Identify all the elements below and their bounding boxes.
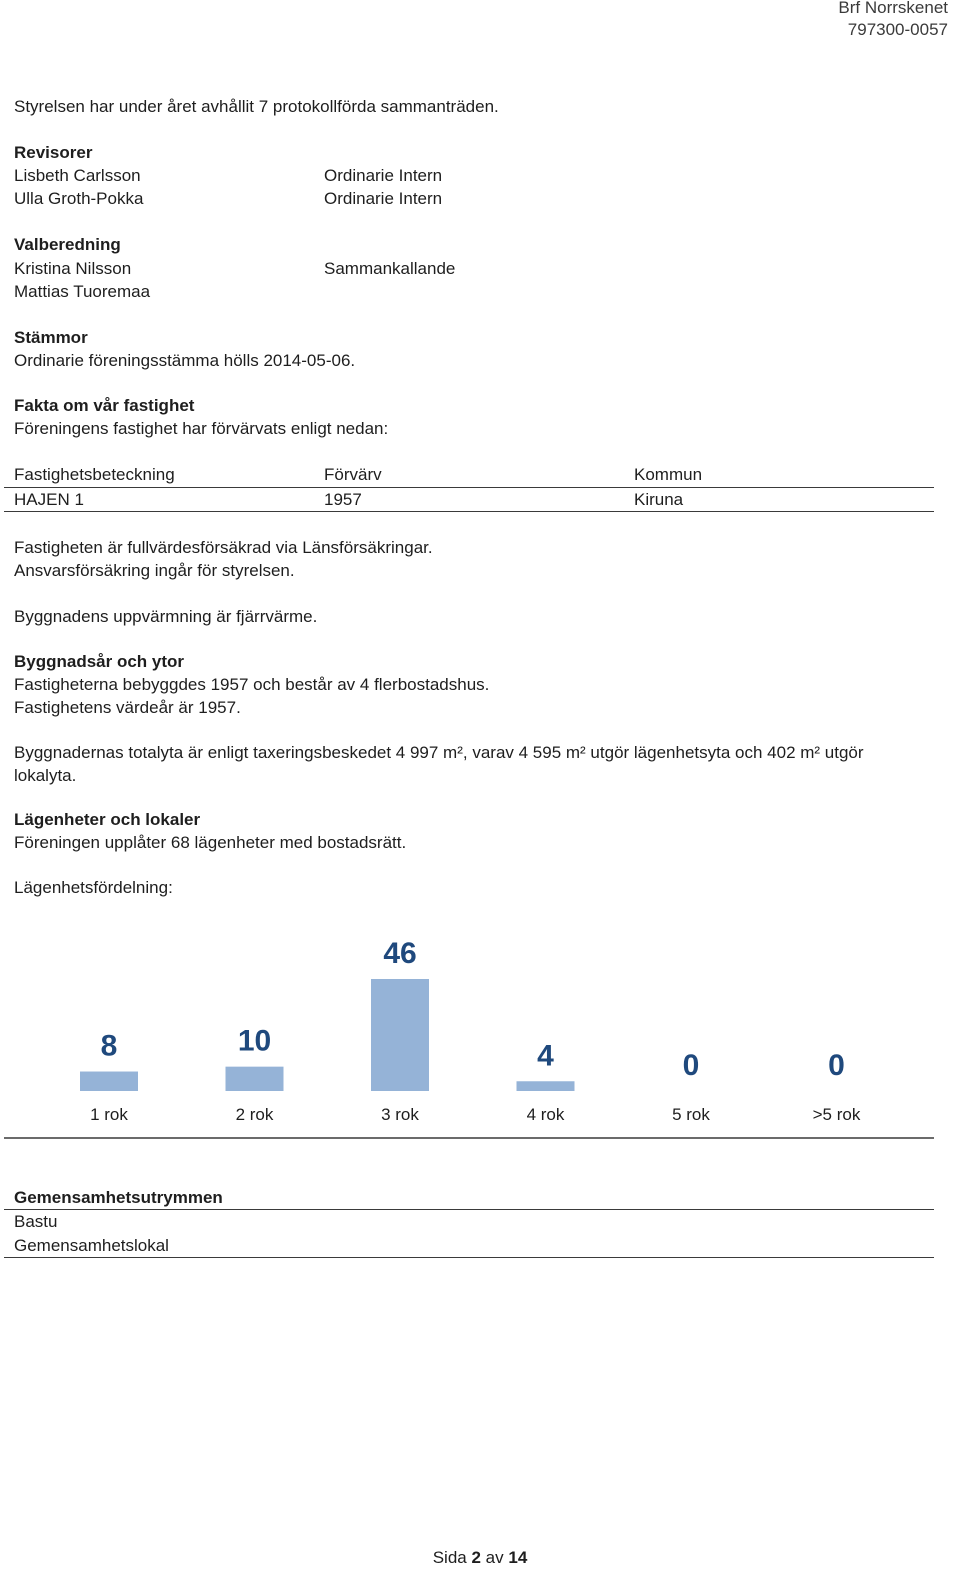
chart-value-label: 4 <box>537 1039 554 1073</box>
byggnadsar-text: Fastigheterna bebyggdes 1957 och består av 4 flerbostadshus. <box>14 675 490 694</box>
byggnadsar-heading: Byggnadsår och ytor <box>14 652 185 671</box>
chart-category-label: >5 rok <box>812 1105 861 1124</box>
header-org-number: 797300-0057 <box>847 20 948 39</box>
stammor-text: Ordinarie föreningsstämma hölls 2014-05-06. <box>14 351 356 370</box>
table-cell-forvarv: 1957 <box>324 490 362 509</box>
vardear-text: Fastighetens värdeår är 1957. <box>14 698 241 717</box>
valberedning-name: Mattias Tuoremaa <box>14 282 151 301</box>
table-header-divider <box>4 487 934 488</box>
gemensamhet-heading: Gemensamhetsutrymmen <box>14 1188 223 1207</box>
chart-category-label: 2 rok <box>235 1105 274 1124</box>
chart-bar <box>371 979 429 1091</box>
gemensamhet-heading-divider <box>4 1209 934 1210</box>
ansvarsforsakring-text: Ansvarsförsäkring ingår för styrelsen. <box>14 561 295 580</box>
gemensamhet-bottom-divider <box>4 1257 934 1258</box>
revisor-role: Ordinarie Intern <box>324 189 443 208</box>
revisor-name: Lisbeth Carlsson <box>14 166 141 185</box>
fakta-text: Föreningens fastighet har förvärvats enligt nedan: <box>14 419 389 438</box>
gemensamhet-item: Gemensamhetslokal <box>14 1236 169 1255</box>
revisorer-heading: Revisorer <box>14 143 93 162</box>
chart-value-label: 8 <box>100 1029 118 1063</box>
valberedning-heading: Valberedning <box>14 235 121 254</box>
chart-value-label: 0 <box>828 1049 845 1082</box>
table-header-kommun: Kommun <box>634 465 703 484</box>
stammor-heading: Stämmor <box>14 328 88 347</box>
table-header-forvarv: Förvärv <box>324 465 382 484</box>
revisor-role: Ordinarie Intern <box>324 166 443 185</box>
valberedning-name: Kristina Nilsson <box>14 259 132 278</box>
header-org-name: Brf Norrskenet <box>838 0 948 17</box>
lagenheter-text: Föreningen upplåter 68 lägenheter med bostadsrätt. <box>14 833 407 852</box>
chart-value-label: 10 <box>237 1024 272 1058</box>
uppvarmning-text: Byggnadens uppvärmning är fjärrvärme. <box>14 607 318 626</box>
intro-text: Styrelsen har under året avhållit 7 protokollförda sammanträden. <box>14 97 499 116</box>
apartment-distribution-chart <box>0 910 960 1145</box>
table-header-fastighetsbeteckning: Fastighetsbeteckning <box>14 465 175 484</box>
footer-total-pages: 14 <box>508 1548 528 1567</box>
chart-category-label: 1 rok <box>90 1105 128 1124</box>
lagenheter-heading: Lägenheter och lokaler <box>14 810 201 829</box>
footer-page-number: 2 <box>471 1548 481 1567</box>
chart-bar <box>226 1067 284 1091</box>
footer-of: av <box>485 1548 504 1567</box>
chart-value-label: 46 <box>383 937 417 970</box>
chart-category-label: 3 rok <box>381 1105 419 1124</box>
footer-prefix: Sida <box>432 1548 467 1567</box>
chart-value-label: 0 <box>682 1049 700 1082</box>
fakta-heading: Fakta om vår fastighet <box>14 396 195 415</box>
table-cell-fastighetsbeteckning: HAJEN 1 <box>14 490 84 509</box>
chart-bar <box>80 1072 138 1091</box>
chart-bar <box>517 1081 575 1091</box>
chart-category-label: 5 rok <box>672 1105 710 1124</box>
lagenhetsfordelning-label: Lägenhetsfördelning: <box>14 878 173 897</box>
table-row-divider <box>4 511 934 512</box>
page-footer <box>0 1546 960 1569</box>
revisor-name: Ulla Groth-Pokka <box>14 189 144 208</box>
chart-category-label: 4 rok <box>526 1105 565 1124</box>
table-cell-kommun: Kiruna <box>634 490 684 509</box>
ytor-text: Byggnadernas totalyta är enligt taxeringsbeskedet 4 997 m², varav 4 595 m² utgör lägenhetsyta och 402 m² utgör <box>14 743 864 762</box>
forsakring-text: Fastigheten är fullvärdesförsäkrad via Länsförsäkringar. <box>14 538 433 557</box>
ytor-text-continued: lokalyta. <box>14 766 77 785</box>
gemensamhet-item: Bastu <box>14 1212 58 1231</box>
valberedning-role: Sammankallande <box>324 259 456 278</box>
